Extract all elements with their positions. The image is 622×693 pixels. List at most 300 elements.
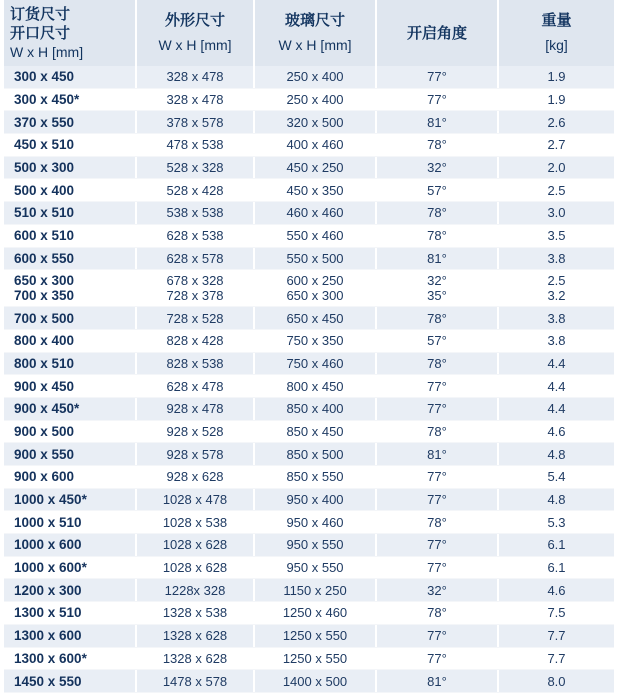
cell-weight-value: 5.3 xyxy=(547,514,566,530)
cell-weight-value-2: 3.2 xyxy=(547,288,566,304)
cell-outer-size-value: 628 x 478 xyxy=(166,378,224,394)
cell-weight xyxy=(499,625,614,647)
cell-weight-value: 4.6 xyxy=(547,582,566,598)
cell-weight-value: 2.5 xyxy=(547,273,566,289)
cell-weight xyxy=(499,398,614,420)
cell-glass-size xyxy=(255,307,377,329)
cell-opening-angle xyxy=(377,225,499,247)
table-body xyxy=(4,66,614,693)
table-row xyxy=(4,270,614,307)
cell-order-size xyxy=(4,89,137,111)
table-row xyxy=(4,134,614,157)
cell-opening-angle xyxy=(377,579,499,601)
table-row xyxy=(4,625,614,648)
cell-outer-size-value-2: 728 x 378 xyxy=(166,288,224,304)
cell-weight xyxy=(499,134,614,156)
cell-order-size-value: 1450 x 550 xyxy=(14,673,82,689)
cell-outer-size-value: 328 x 478 xyxy=(166,69,224,85)
cell-glass-size xyxy=(255,89,377,111)
cell-opening-angle-value: 78° xyxy=(427,310,447,326)
cell-glass-size xyxy=(255,421,377,443)
cell-weight xyxy=(499,534,614,556)
cell-opening-angle-value: 78° xyxy=(427,137,447,153)
cell-weight xyxy=(499,602,614,624)
cell-weight xyxy=(499,421,614,443)
header-opening-angle xyxy=(377,0,499,66)
cell-glass-size-value: 850 x 500 xyxy=(286,446,344,462)
cell-glass-size-value: 1250 x 550 xyxy=(282,650,348,666)
cell-opening-angle-value: 77° xyxy=(427,628,447,644)
table-row xyxy=(4,111,614,134)
cell-opening-angle xyxy=(377,89,499,111)
header-order-size-line1: 订货尺寸 xyxy=(10,5,71,23)
cell-opening-angle xyxy=(377,466,499,488)
cell-opening-angle-value: 77° xyxy=(427,650,447,666)
cell-glass-size xyxy=(255,557,377,579)
cell-outer-size xyxy=(137,270,255,306)
cell-opening-angle xyxy=(377,157,499,179)
cell-order-size xyxy=(4,466,137,488)
cell-opening-angle-value: 78° xyxy=(427,205,447,221)
cell-outer-size-value: 628 x 578 xyxy=(166,250,224,266)
header-order-size-unit: W x H [mm] xyxy=(10,43,84,60)
cell-glass-size-value: 950 x 460 xyxy=(286,514,344,530)
cell-opening-angle xyxy=(377,330,499,352)
cell-order-size-value: 900 x 500 xyxy=(14,423,75,439)
cell-glass-size xyxy=(255,202,377,224)
cell-weight xyxy=(499,248,614,270)
cell-weight-value: 3.8 xyxy=(547,310,566,326)
cell-order-size-value: 700 x 500 xyxy=(14,310,75,326)
cell-opening-angle-value: 77° xyxy=(427,492,447,508)
cell-outer-size-value: 1028 x 628 xyxy=(162,560,228,576)
cell-outer-size-value: 1328 x 538 xyxy=(162,605,228,621)
cell-outer-size-value: 538 x 538 xyxy=(166,205,224,221)
cell-order-size-value: 300 x 450 xyxy=(14,69,75,85)
cell-order-size-value: 1000 x 450* xyxy=(14,492,87,508)
table-row xyxy=(4,330,614,353)
cell-opening-angle xyxy=(377,398,499,420)
cell-opening-angle xyxy=(377,421,499,443)
cell-outer-size-value: 1328 x 628 xyxy=(162,650,228,666)
table-row xyxy=(4,579,614,602)
cell-outer-size xyxy=(137,511,255,533)
cell-order-size xyxy=(4,353,137,375)
cell-outer-size xyxy=(137,648,255,670)
table-row xyxy=(4,225,614,248)
table-row xyxy=(4,248,614,271)
cell-order-size xyxy=(4,157,137,179)
cell-weight-value: 4.6 xyxy=(547,423,566,439)
cell-weight-value: 7.7 xyxy=(547,650,566,666)
cell-glass-size-value: 850 x 400 xyxy=(286,401,344,417)
cell-outer-size-value: 1228x 328 xyxy=(164,582,226,598)
cell-order-size-value: 500 x 300 xyxy=(14,160,75,176)
cell-order-size xyxy=(4,602,137,624)
cell-opening-angle xyxy=(377,534,499,556)
cell-order-size xyxy=(4,648,137,670)
cell-order-size xyxy=(4,270,137,306)
cell-glass-size xyxy=(255,66,377,88)
cell-glass-size xyxy=(255,330,377,352)
cell-opening-angle-value: 78° xyxy=(427,514,447,530)
cell-outer-size-value: 928 x 528 xyxy=(166,423,224,439)
cell-glass-size-value: 450 x 350 xyxy=(286,182,344,198)
cell-order-size xyxy=(4,66,137,88)
header-outer-size-title: 外形尺寸 xyxy=(164,12,225,29)
cell-order-size-value-2: 700 x 350 xyxy=(14,288,75,304)
cell-opening-angle-value: 78° xyxy=(427,423,447,439)
cell-outer-size-value: 478 x 538 xyxy=(166,137,224,153)
table-header xyxy=(4,0,614,66)
cell-outer-size xyxy=(137,248,255,270)
table-row xyxy=(4,466,614,489)
table-row xyxy=(4,557,614,580)
table-row xyxy=(4,534,614,557)
cell-glass-size-value: 850 x 450 xyxy=(286,423,344,439)
spec-table xyxy=(4,0,614,693)
cell-glass-size xyxy=(255,602,377,624)
cell-outer-size xyxy=(137,179,255,201)
cell-glass-size xyxy=(255,489,377,511)
cell-glass-size xyxy=(255,134,377,156)
cell-order-size-value: 370 x 550 xyxy=(14,114,75,130)
cell-opening-angle-value: 77° xyxy=(427,69,447,85)
cell-outer-size-value: 928 x 478 xyxy=(166,401,224,417)
cell-glass-size-value: 1150 x 250 xyxy=(283,582,347,598)
cell-outer-size xyxy=(137,625,255,647)
cell-weight xyxy=(499,557,614,579)
cell-order-size-value: 900 x 450 xyxy=(14,378,75,394)
cell-opening-angle xyxy=(377,511,499,533)
cell-weight-value: 1.9 xyxy=(547,69,566,85)
cell-order-size-value: 650 x 300 xyxy=(14,273,75,289)
cell-opening-angle xyxy=(377,353,499,375)
cell-weight xyxy=(499,330,614,352)
cell-outer-size xyxy=(137,489,255,511)
cell-outer-size xyxy=(137,375,255,397)
cell-opening-angle-value: 81° xyxy=(427,114,447,130)
table-row xyxy=(4,157,614,180)
cell-glass-size xyxy=(255,648,377,670)
cell-outer-size xyxy=(137,307,255,329)
cell-order-size xyxy=(4,398,137,420)
cell-glass-size xyxy=(255,511,377,533)
cell-order-size xyxy=(4,111,137,133)
cell-order-size-value: 450 x 510 xyxy=(14,137,75,153)
table-row xyxy=(4,353,614,376)
table-row xyxy=(4,66,614,89)
cell-outer-size xyxy=(137,421,255,443)
cell-order-size xyxy=(4,557,137,579)
cell-glass-size-value: 750 x 350 xyxy=(286,333,344,349)
cell-opening-angle-value: 78° xyxy=(427,355,447,371)
cell-weight-value: 2.6 xyxy=(547,114,566,130)
cell-weight xyxy=(499,111,614,133)
cell-weight xyxy=(499,89,614,111)
cell-order-size-value: 600 x 510 xyxy=(14,228,75,244)
cell-glass-size xyxy=(255,157,377,179)
cell-glass-size-value: 460 x 460 xyxy=(286,205,344,221)
cell-outer-size-value: 628 x 538 xyxy=(166,228,224,244)
cell-weight xyxy=(499,179,614,201)
cell-opening-angle-value: 32° xyxy=(427,273,447,289)
cell-glass-size-value: 750 x 460 xyxy=(286,355,344,371)
cell-order-size xyxy=(4,179,137,201)
cell-opening-angle-value: 77° xyxy=(427,92,447,108)
cell-opening-angle-value: 77° xyxy=(427,560,447,576)
cell-weight xyxy=(499,270,614,306)
cell-weight xyxy=(499,353,614,375)
cell-weight-value: 4.4 xyxy=(547,401,566,417)
cell-weight xyxy=(499,648,614,670)
cell-weight-value: 4.4 xyxy=(547,378,566,394)
cell-order-size xyxy=(4,443,137,465)
cell-outer-size-value: 1478 x 578 xyxy=(162,673,228,689)
cell-outer-size xyxy=(137,134,255,156)
table-row xyxy=(4,307,614,330)
table-row xyxy=(4,202,614,225)
cell-order-size xyxy=(4,625,137,647)
cell-weight-value: 3.8 xyxy=(547,333,566,349)
cell-opening-angle xyxy=(377,489,499,511)
cell-outer-size xyxy=(137,330,255,352)
cell-order-size xyxy=(4,579,137,601)
cell-glass-size xyxy=(255,625,377,647)
cell-opening-angle-value: 78° xyxy=(427,605,447,621)
header-weight-title: 重量 xyxy=(541,12,572,29)
cell-opening-angle xyxy=(377,66,499,88)
cell-opening-angle-value: 78° xyxy=(427,228,447,244)
cell-opening-angle-value: 77° xyxy=(427,469,447,485)
cell-glass-size-value: 1400 x 500 xyxy=(282,673,348,689)
cell-order-size xyxy=(4,421,137,443)
cell-glass-size-value: 600 x 250 xyxy=(286,273,344,289)
cell-opening-angle xyxy=(377,179,499,201)
cell-glass-size xyxy=(255,270,377,306)
cell-opening-angle xyxy=(377,134,499,156)
cell-order-size-value: 1000 x 600 xyxy=(14,537,82,553)
cell-weight-value: 3.8 xyxy=(547,250,566,266)
cell-order-size-value: 1300 x 600* xyxy=(14,650,87,666)
cell-opening-angle-value: 81° xyxy=(427,446,447,462)
cell-glass-size xyxy=(255,579,377,601)
cell-weight-value: 4.8 xyxy=(547,446,566,462)
cell-outer-size-value: 1028 x 478 xyxy=(162,492,228,508)
cell-order-size xyxy=(4,225,137,247)
cell-order-size-value: 1000 x 600* xyxy=(14,560,87,576)
cell-order-size xyxy=(4,248,137,270)
cell-glass-size xyxy=(255,225,377,247)
cell-outer-size xyxy=(137,157,255,179)
cell-order-size-value: 800 x 400 xyxy=(14,333,75,349)
cell-opening-angle xyxy=(377,557,499,579)
cell-opening-angle-value: 57° xyxy=(427,333,447,349)
cell-weight-value: 3.5 xyxy=(547,228,566,244)
cell-weight-value: 7.7 xyxy=(547,628,566,644)
cell-glass-size-value: 950 x 400 xyxy=(286,492,344,508)
cell-weight xyxy=(499,375,614,397)
cell-outer-size xyxy=(137,225,255,247)
table-row xyxy=(4,443,614,466)
cell-outer-size xyxy=(137,534,255,556)
cell-glass-size xyxy=(255,466,377,488)
cell-outer-size xyxy=(137,579,255,601)
cell-outer-size xyxy=(137,557,255,579)
cell-opening-angle-value: 32° xyxy=(427,582,447,598)
cell-opening-angle xyxy=(377,111,499,133)
cell-glass-size-value: 950 x 550 xyxy=(286,560,344,576)
header-weight xyxy=(499,0,614,66)
cell-opening-angle xyxy=(377,307,499,329)
cell-glass-size-value: 550 x 500 xyxy=(286,250,344,266)
cell-outer-size xyxy=(137,466,255,488)
cell-opening-angle xyxy=(377,443,499,465)
cell-opening-angle xyxy=(377,602,499,624)
cell-outer-size xyxy=(137,111,255,133)
cell-outer-size-value: 1028 x 538 xyxy=(162,514,228,530)
table-row xyxy=(4,511,614,534)
cell-opening-angle xyxy=(377,375,499,397)
cell-order-size-value: 900 x 550 xyxy=(14,446,75,462)
cell-order-size-value: 900 x 600 xyxy=(14,469,75,485)
cell-glass-size-value: 800 x 450 xyxy=(286,378,344,394)
cell-opening-angle-value: 81° xyxy=(427,250,447,266)
cell-opening-angle xyxy=(377,202,499,224)
cell-glass-size xyxy=(255,534,377,556)
header-glass-size-unit: W x H [mm] xyxy=(278,37,352,53)
cell-opening-angle-value-2: 35° xyxy=(427,288,447,304)
cell-outer-size-value: 928 x 628 xyxy=(166,469,224,485)
cell-weight-value: 1.9 xyxy=(547,92,566,108)
cell-order-size-value: 900 x 450* xyxy=(14,401,80,417)
cell-weight xyxy=(499,307,614,329)
cell-outer-size xyxy=(137,353,255,375)
table-row xyxy=(4,179,614,202)
cell-weight-value: 6.1 xyxy=(547,560,566,576)
cell-outer-size xyxy=(137,602,255,624)
cell-order-size-value: 1000 x 510 xyxy=(14,514,82,530)
cell-weight-value: 5.4 xyxy=(547,469,566,485)
cell-glass-size-value: 950 x 550 xyxy=(286,537,344,553)
cell-order-size xyxy=(4,202,137,224)
cell-glass-size xyxy=(255,179,377,201)
cell-outer-size xyxy=(137,202,255,224)
cell-glass-size-value: 250 x 400 xyxy=(286,69,344,85)
cell-weight-value: 2.7 xyxy=(547,137,566,153)
cell-order-size-value: 1200 x 300 xyxy=(14,582,82,598)
cell-order-size xyxy=(4,330,137,352)
cell-outer-size xyxy=(137,398,255,420)
cell-glass-size-value: 650 x 450 xyxy=(286,310,344,326)
cell-weight xyxy=(499,66,614,88)
cell-glass-size xyxy=(255,353,377,375)
cell-weight xyxy=(499,579,614,601)
cell-order-size xyxy=(4,489,137,511)
cell-order-size xyxy=(4,511,137,533)
cell-weight xyxy=(499,202,614,224)
cell-outer-size-value: 328 x 478 xyxy=(166,92,224,108)
cell-weight-value: 2.0 xyxy=(547,160,566,176)
header-glass-size xyxy=(255,0,377,66)
header-order-size-line2: 开口尺寸 xyxy=(10,24,71,42)
cell-glass-size xyxy=(255,248,377,270)
cell-outer-size-value: 528 x 428 xyxy=(166,182,224,198)
cell-order-size-value: 600 x 550 xyxy=(14,250,75,266)
cell-glass-size-value: 550 x 460 xyxy=(286,228,344,244)
cell-order-size-value: 1300 x 600 xyxy=(14,628,82,644)
header-order-size xyxy=(4,0,137,66)
cell-glass-size-value: 1250 x 460 xyxy=(282,605,348,621)
cell-order-size xyxy=(4,134,137,156)
cell-weight-value: 7.5 xyxy=(547,605,566,621)
cell-opening-angle-value: 77° xyxy=(427,378,447,394)
cell-outer-size-value: 928 x 578 xyxy=(166,446,224,462)
cell-outer-size-value: 828 x 538 xyxy=(166,355,224,371)
cell-order-size-value: 800 x 510 xyxy=(14,355,75,371)
table-row xyxy=(4,602,614,625)
header-outer-size-unit: W x H [mm] xyxy=(158,37,232,53)
cell-outer-size-value: 528 x 328 xyxy=(166,160,224,176)
cell-order-size xyxy=(4,307,137,329)
cell-outer-size-value: 1328 x 628 xyxy=(162,628,228,644)
cell-order-size-value: 510 x 510 xyxy=(14,205,75,221)
cell-outer-size-value: 1028 x 628 xyxy=(162,537,228,553)
header-weight-unit: [kg] xyxy=(545,37,568,53)
cell-opening-angle xyxy=(377,248,499,270)
table-row xyxy=(4,89,614,112)
cell-glass-size-value: 850 x 550 xyxy=(286,469,344,485)
table-row xyxy=(4,648,614,671)
cell-weight-value: 4.8 xyxy=(547,492,566,508)
cell-opening-angle-value: 77° xyxy=(427,537,447,553)
cell-order-size-value: 1300 x 510 xyxy=(14,605,82,621)
cell-outer-size-value: 828 x 428 xyxy=(166,333,224,349)
table-row xyxy=(4,421,614,444)
cell-glass-size-value: 320 x 500 xyxy=(286,114,344,130)
cell-opening-angle xyxy=(377,270,499,306)
cell-weight xyxy=(499,225,614,247)
table-row xyxy=(4,670,614,693)
cell-opening-angle xyxy=(377,625,499,647)
cell-order-size xyxy=(4,534,137,556)
header-outer-size xyxy=(137,0,255,66)
cell-glass-size xyxy=(255,111,377,133)
cell-glass-size xyxy=(255,375,377,397)
cell-glass-size-value: 450 x 250 xyxy=(286,160,344,176)
cell-glass-size-value: 400 x 460 xyxy=(286,137,344,153)
cell-weight-value: 6.1 xyxy=(547,537,566,553)
cell-order-size-value: 500 x 400 xyxy=(14,182,75,198)
cell-weight xyxy=(499,466,614,488)
cell-outer-size xyxy=(137,89,255,111)
cell-glass-size-value: 250 x 400 xyxy=(286,92,344,108)
table-row xyxy=(4,398,614,421)
cell-glass-size xyxy=(255,398,377,420)
cell-opening-angle xyxy=(377,648,499,670)
header-glass-size-title: 玻璃尺寸 xyxy=(284,12,345,29)
cell-weight-value: 3.0 xyxy=(547,205,566,221)
cell-opening-angle-value: 32° xyxy=(427,160,447,176)
cell-glass-size-value: 1250 x 550 xyxy=(282,628,348,644)
cell-weight-value: 8.0 xyxy=(547,673,566,689)
cell-glass-size xyxy=(255,443,377,465)
table-row xyxy=(4,489,614,512)
cell-order-size xyxy=(4,375,137,397)
cell-outer-size-value: 378 x 578 xyxy=(166,114,224,130)
table-row xyxy=(4,375,614,398)
cell-order-size-value: 300 x 450* xyxy=(14,92,80,108)
